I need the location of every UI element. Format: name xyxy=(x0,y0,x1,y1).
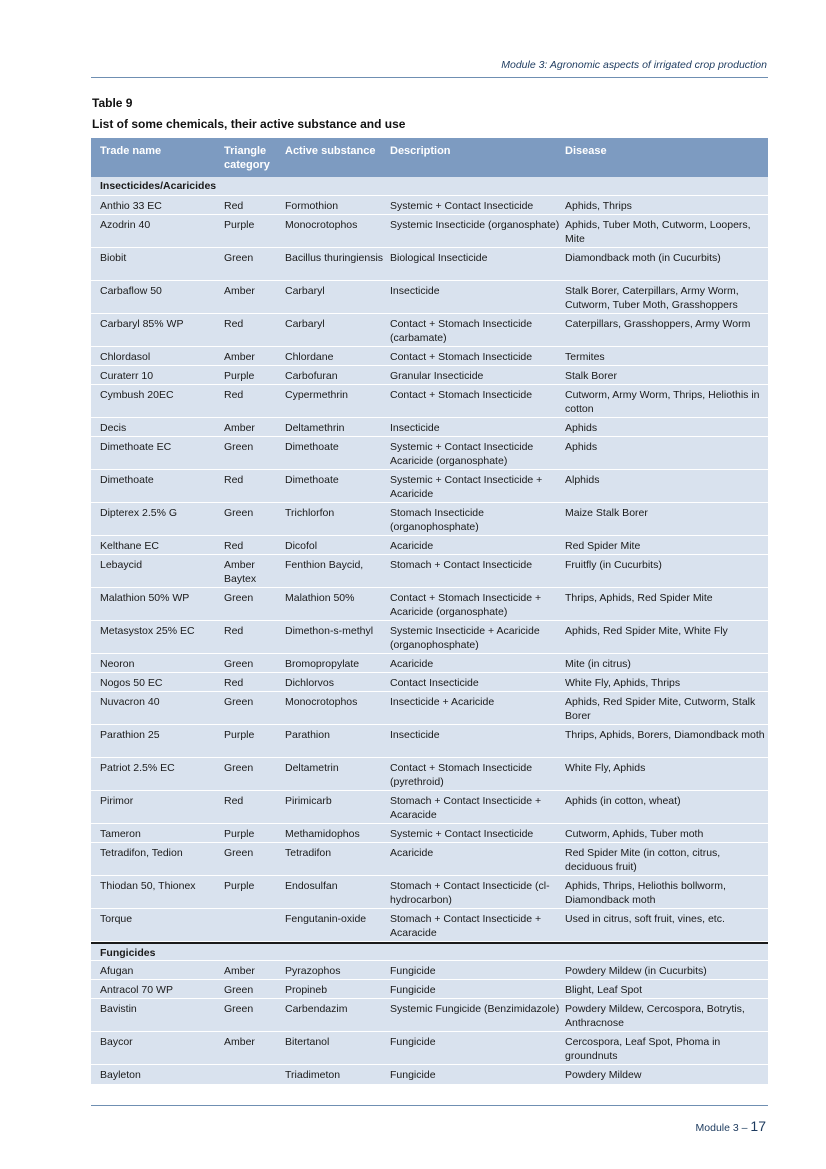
table-cell: Monocrotophos xyxy=(285,696,358,708)
table-cell: Red xyxy=(224,625,244,637)
table-cell: Green xyxy=(224,507,254,519)
table-cell: Stomach Insecticide (organophosphate) xyxy=(390,507,484,533)
table-cell: Amber xyxy=(224,285,255,297)
table-cell: Used in citrus, soft fruit, vines, etc. xyxy=(565,913,725,925)
table-cell xyxy=(224,909,285,941)
table-cell: Amber xyxy=(224,422,255,434)
table-cell: Fungicide xyxy=(390,965,436,977)
table-cell: Dicofol xyxy=(285,540,318,552)
table-cell: Alphids xyxy=(565,474,600,486)
table-cell: Green xyxy=(224,658,254,670)
table-cell: Baycor xyxy=(100,1036,133,1048)
table-row xyxy=(91,673,768,692)
table-cell: Purple xyxy=(224,828,255,840)
table-cell: Parathion xyxy=(285,729,330,741)
footer-dash: – xyxy=(741,1122,748,1134)
table-cell: Contact + Stomach Insecticide xyxy=(390,351,533,363)
table-cell: Red xyxy=(224,318,244,330)
table-cell: Aphids, Thrips, Heliothis bollworm, Diamondback moth xyxy=(565,880,726,906)
table-row xyxy=(91,385,768,418)
table-row xyxy=(91,843,768,876)
table-header-row xyxy=(91,138,768,177)
table-cell: Formothion xyxy=(285,200,339,212)
table-cell: Stomach + Contact Insecticide xyxy=(390,559,533,571)
table-cell: Pirimor xyxy=(100,795,134,807)
table-cell: Curaterr 10 xyxy=(100,370,154,382)
table-cell: Insecticide xyxy=(390,729,440,741)
table-cell: Red xyxy=(224,200,244,212)
table-cell: Green xyxy=(224,441,254,453)
table-cell: Carbofuran xyxy=(285,370,338,382)
table-cell: Stomach + Contact Insecticide (cl-hydrocarbon) xyxy=(390,880,550,906)
table-cell: Contact + Stomach Insecticide (carbamate) xyxy=(390,318,533,344)
table-cell: Nuvacron 40 xyxy=(100,696,160,708)
table-cell: Powdery Mildew xyxy=(565,1069,642,1081)
table-cell: Kelthane EC xyxy=(100,540,159,552)
table-cell: Neoron xyxy=(100,658,135,670)
table-cell: Cutworm, Aphids, Tuber moth xyxy=(565,828,704,840)
table-cell: Insecticide xyxy=(390,422,440,434)
table-cell: Methamidophos xyxy=(285,828,360,840)
table-row xyxy=(91,961,768,980)
table-cell: Systemic + Contact Insecticide xyxy=(390,828,534,840)
table-cell: Thiodan 50, Thionex xyxy=(100,880,196,892)
table-cell: Amber Baytex xyxy=(224,559,257,585)
table-cell: Aphids, Tuber Moth, Cutworm, Loopers, Mite xyxy=(565,219,751,245)
table-cell: Green xyxy=(224,696,254,708)
table-cell: Systemic Insecticide (organosphate) xyxy=(390,219,560,231)
table-cell: Mite (in citrus) xyxy=(565,658,631,670)
column-header: Active substance xyxy=(285,145,376,157)
table-cell: Powdery Mildew, Cercospora, Botrytis, Anthracnose xyxy=(565,1003,745,1029)
table-cell: Aphids xyxy=(565,422,598,434)
table-cell: Cercospora, Leaf Spot, Phoma in groundnuts xyxy=(565,1036,721,1062)
table-cell: Systemic + Contact Insecticide + Acaricide xyxy=(390,474,543,500)
table-cell: Parathion 25 xyxy=(100,729,160,741)
chemicals-table xyxy=(91,138,768,1084)
table-cell: Purple xyxy=(224,219,255,231)
table-row xyxy=(91,980,768,999)
section-heading: Fungicides xyxy=(91,942,768,961)
table-cell: Systemic + Contact Insecticide xyxy=(390,200,534,212)
table-cell: Granular Insecticide xyxy=(390,370,484,382)
table-cell: Contact + Stomach Insecticide + Acaricide (organosphate) xyxy=(390,592,542,618)
table-label: Table 9 xyxy=(92,96,133,110)
table-cell: Purple xyxy=(224,880,255,892)
table-cell: Amber xyxy=(224,1036,255,1048)
table-cell: Patriot 2.5% EC xyxy=(100,762,175,774)
table-cell: Insecticide xyxy=(390,285,440,297)
table-cell: Bromopropylate xyxy=(285,658,360,670)
table-cell: Aphids, Red Spider Mite, Cutworm, Stalk Borer xyxy=(565,696,756,722)
table-body xyxy=(91,177,768,1084)
table-cell: Cymbush 20EC xyxy=(100,389,174,401)
table-cell: Dimethoate xyxy=(285,441,339,453)
table-row xyxy=(91,503,768,536)
table-cell: Systemic Fungicide (Benzimidazole) xyxy=(390,1003,560,1015)
table-cell: Dichlorvos xyxy=(285,677,335,689)
table-row xyxy=(91,347,768,366)
running-header: Module 3: Agronomic aspects of irrigated crop production xyxy=(501,59,767,71)
table-cell: Malathion 50% WP xyxy=(100,592,190,604)
column-header: Disease xyxy=(565,145,607,157)
table-cell: Carbaryl xyxy=(285,285,325,297)
page-number: 17 xyxy=(750,1118,766,1134)
table-cell: Carbendazim xyxy=(285,1003,348,1015)
table-cell: Fungicide xyxy=(390,1036,436,1048)
table-cell: Red xyxy=(224,540,244,552)
table-cell: Endosulfan xyxy=(285,880,338,892)
table-row xyxy=(91,470,768,503)
table-cell: Cypermethrin xyxy=(285,389,349,401)
table-cell: Carbaflow 50 xyxy=(100,285,162,297)
table-cell: Termites xyxy=(565,351,605,363)
table-cell: Tameron xyxy=(100,828,141,840)
table-cell: Carbaryl 85% WP xyxy=(100,318,184,330)
table-cell: Stalk Borer xyxy=(565,370,617,382)
table-cell: Metasystox 25% EC xyxy=(100,625,195,637)
table-cell: Bacillus thuringiensis xyxy=(285,252,384,264)
table-cell: Dipterex 2.5% G xyxy=(100,507,178,519)
table-row xyxy=(91,621,768,654)
table-row xyxy=(91,1065,768,1084)
table-cell: Deltametrin xyxy=(285,762,339,774)
table-row xyxy=(91,654,768,673)
page-footer xyxy=(696,1118,766,1134)
table-cell: Anthio 33 EC xyxy=(100,200,162,212)
table-row xyxy=(91,909,768,942)
table-cell: Carbaryl xyxy=(285,318,325,330)
table-cell: Dimethon-s-methyl xyxy=(285,625,374,637)
table-cell: Red xyxy=(224,795,244,807)
table-cell: Insecticide + Acaricide xyxy=(390,696,495,708)
table-row xyxy=(91,215,768,248)
table-cell: Malathion 50% xyxy=(285,592,355,604)
table-cell: Red xyxy=(224,677,244,689)
table-cell: Acaricide xyxy=(390,540,434,552)
table-title: List of some chemicals, their active substance and use xyxy=(92,117,406,131)
table-cell: Afugan xyxy=(100,965,134,977)
table-cell: Fengutanin-oxide xyxy=(285,913,367,925)
section-heading: Insecticides/Acaricides xyxy=(91,177,768,196)
table-cell: Stomach + Contact Insecticide + Acaracide xyxy=(390,795,542,821)
table-row xyxy=(91,824,768,843)
table-row xyxy=(91,791,768,824)
table-row xyxy=(91,1032,768,1065)
table-cell: Stalk Borer, Caterpillars, Army Worm, Cutworm, Tuber Moth, Grasshoppers xyxy=(565,285,739,311)
table-cell: Nogos 50 EC xyxy=(100,677,163,689)
table-cell: Bayleton xyxy=(100,1069,141,1081)
table-cell: Antracol 70 WP xyxy=(100,984,173,996)
table-cell: Aphids, Thrips xyxy=(565,200,632,212)
table-cell: Fenthion Baycid, xyxy=(285,559,364,571)
table-row xyxy=(91,725,768,758)
table-row xyxy=(91,437,768,470)
table-cell: Monocrotophos xyxy=(285,219,358,231)
table-cell xyxy=(224,1065,285,1084)
table-cell: Systemic + Contact Insecticide Acaricide (organosphate) xyxy=(390,441,534,467)
table-cell: Red Spider Mite (in cotton, citrus, deciduous fruit) xyxy=(565,847,721,873)
table-cell: Green xyxy=(224,592,254,604)
table-cell: Fruitfly (in Cucurbits) xyxy=(565,559,662,571)
table-cell: Caterpillars, Grasshoppers, Army Worm xyxy=(565,318,751,330)
table-row xyxy=(91,281,768,314)
table-row xyxy=(91,314,768,347)
table-cell: Pyrazophos xyxy=(285,965,341,977)
table-cell: Bitertanol xyxy=(285,1036,330,1048)
footer-module: Module 3 xyxy=(695,1122,739,1134)
table-cell: Amber xyxy=(224,965,255,977)
table-cell: Stomach + Contact Insecticide + Acaracide xyxy=(390,913,542,939)
table-cell: Thrips, Aphids, Borers, Diamondback moth xyxy=(565,729,765,741)
table-cell: Green xyxy=(224,1003,254,1015)
table-cell: Propineb xyxy=(285,984,328,996)
table-cell: Aphids, Red Spider Mite, White Fly xyxy=(565,625,728,637)
table-cell: Acaricide xyxy=(390,847,434,859)
table-cell: Fungicide xyxy=(390,984,436,996)
table-cell: Dimethoate EC xyxy=(100,441,172,453)
table-cell: Dimethoate xyxy=(285,474,339,486)
table-row xyxy=(91,876,768,909)
table-cell: Maize Stalk Borer xyxy=(565,507,648,519)
table-cell: Contact Insecticide xyxy=(390,677,479,689)
table-cell: Contact + Stomach Insecticide xyxy=(390,389,533,401)
table-cell: Green xyxy=(224,762,254,774)
table-cell: Aphids (in cotton, wheat) xyxy=(565,795,681,807)
table-cell: Cutworm, Army Worm, Thrips, Heliothis in cotton xyxy=(565,389,760,415)
table-row xyxy=(91,999,768,1032)
table-row xyxy=(91,555,768,588)
table-cell: Blight, Leaf Spot xyxy=(565,984,643,996)
table-cell: Red xyxy=(224,389,244,401)
table-cell: Red Spider Mite xyxy=(565,540,641,552)
table-cell: Biological Insecticide xyxy=(390,252,488,264)
table-cell: Green xyxy=(224,252,254,264)
table-cell: Pirimicarb xyxy=(285,795,332,807)
table-row xyxy=(91,366,768,385)
table-cell: Diamondback moth (in Cucurbits) xyxy=(565,252,721,264)
table-cell: Purple xyxy=(224,370,255,382)
table-cell: Purple xyxy=(224,729,255,741)
table-cell: Trichlorfon xyxy=(285,507,335,519)
table-row xyxy=(91,758,768,791)
table-cell: Tetradifon, Tedion xyxy=(100,847,183,859)
table-row xyxy=(91,418,768,437)
table-cell: Triadimeton xyxy=(285,1069,341,1081)
table-cell: Acaricide xyxy=(390,658,434,670)
table-cell: Decis xyxy=(100,422,127,434)
table-row xyxy=(91,588,768,621)
table-cell: Systemic Insecticide + Acaricide (organophosphate) xyxy=(390,625,540,651)
table-row xyxy=(91,536,768,555)
table-cell: Contact + Stomach Insecticide (pyrethroid) xyxy=(390,762,533,788)
table-cell: Aphids xyxy=(565,441,598,453)
table-row xyxy=(91,692,768,725)
table-cell: Dimethoate xyxy=(100,474,154,486)
table-cell: Thrips, Aphids, Red Spider Mite xyxy=(565,592,713,604)
table-cell: Azodrin 40 xyxy=(100,219,151,231)
table-row xyxy=(91,248,768,281)
header-rule xyxy=(91,77,768,78)
table-cell: Lebaycid xyxy=(100,559,143,571)
footer-rule xyxy=(91,1105,768,1106)
table-cell: White Fly, Aphids, Thrips xyxy=(565,677,681,689)
column-header: Trade name xyxy=(100,145,162,157)
column-header: Description xyxy=(390,145,451,157)
table-cell: Biobit xyxy=(100,252,127,264)
table-row xyxy=(91,196,768,215)
table-cell: Torque xyxy=(100,913,133,925)
table-cell: Chlordasol xyxy=(100,351,151,363)
table-cell: Green xyxy=(224,847,254,859)
table-cell: Amber xyxy=(224,351,255,363)
column-header: Triangle category xyxy=(224,145,270,171)
table-cell: Green xyxy=(224,984,254,996)
table-cell: White Fly, Aphids xyxy=(565,762,646,774)
table-cell: Chlordane xyxy=(285,351,334,363)
table-cell: Tetradifon xyxy=(285,847,332,859)
table-cell: Deltamethrin xyxy=(285,422,345,434)
table-cell: Powdery Mildew (in Cucurbits) xyxy=(565,965,707,977)
table-cell: Red xyxy=(224,474,244,486)
table-cell: Fungicide xyxy=(390,1069,436,1081)
table-cell: Bavistin xyxy=(100,1003,137,1015)
